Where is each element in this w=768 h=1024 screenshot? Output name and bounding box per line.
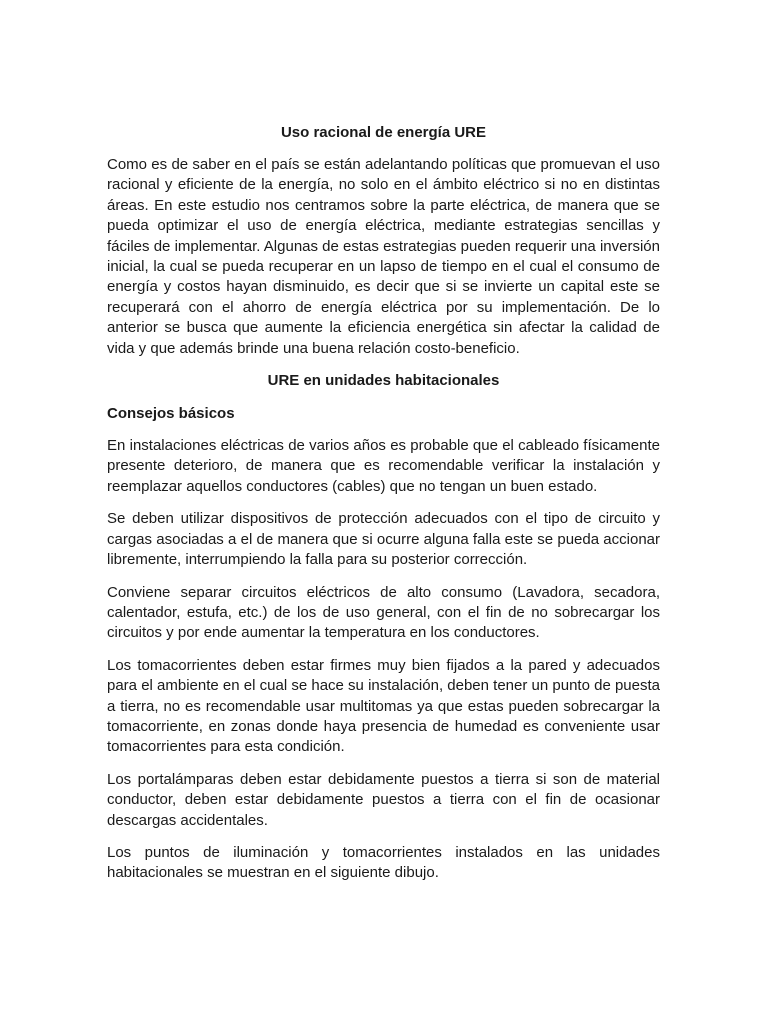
body-paragraph-3: Conviene separar circuitos eléctricos de alto consumo (Lavadora, secadora, calentador, estufa, etc.) de los de uso general, con el fin de no sobrecargar los circuitos y por ende aumentar la temperatura en los conductores.	[107, 583, 660, 642]
body-paragraph-6: Los puntos de iluminación y tomacorrientes instalados en las unidades habitacionales se muestran en el siguiente dibujo.	[107, 843, 660, 882]
body-paragraph-1: En instalaciones eléctricas de varios años es probable que el cableado físicamente presente deterioro, de manera que es recomendable verificar la instalación y reemplazar aquellos conductores (cables) que no tengan un buen estado.	[107, 437, 660, 495]
section-title: URE en unidades habitacionales	[267, 372, 500, 390]
subheading: Consejos básicos	[107, 405, 235, 423]
body-paragraph-5: Los portalámparas deben estar debidamente puestos a tierra si son de material conductor, deben estar debidamente puestos a tierra con el fin de ocasionar descargas accidentales.	[107, 770, 660, 829]
body-paragraph-2: Se deben utilizar dispositivos de protección adecuados con el tipo de circuito y cargas asociadas a el de manera que si ocurre alguna falla este se pueda accionar libremente, interrumpiendo la falla para su posterior corrección.	[107, 510, 660, 569]
body-paragraph-4: Los tomacorrientes deben estar firmes muy bien fijados a la pared y adecuados para el ambiente en el cual se hace su instalación, deben tener un punto de puesta a tierra, no es recomendable usar multitomas ya que estas pueden sobrecargar la tomacorriente, en zonas donde haya presencia de humedad es conveniente usar tomacorrientes para esta condición.	[107, 656, 660, 756]
intro-paragraph: Como es de saber en el país se están adelantando políticas que promuevan el uso racional y eficiente de la energía, no solo en el ámbito eléctrico si no en distintas áreas. En este estudio nos centramos sobre la parte eléctrica, de manera que se pueda optimizar el uso de energía eléctrica, mediante estrategias sencillas y fáciles de implementar. Algunas de estas estrategias pueden requerir una inversión inicial, la cual se pueda recuperar en un lapso de tiempo en el cual el consumo de energía y costos hayan disminuido, es decir que si se invierte un capital este se recuperará con el ahorro de energía eléctrica por su implementación. De lo anterior se busca que aumente la eficiencia energética sin afectar la calidad de vida y que además brinde una buena relación costo-beneficio.	[107, 156, 660, 357]
document-page	[107, 123, 660, 896]
document-title: Uso racional de energía URE	[280, 124, 487, 141]
